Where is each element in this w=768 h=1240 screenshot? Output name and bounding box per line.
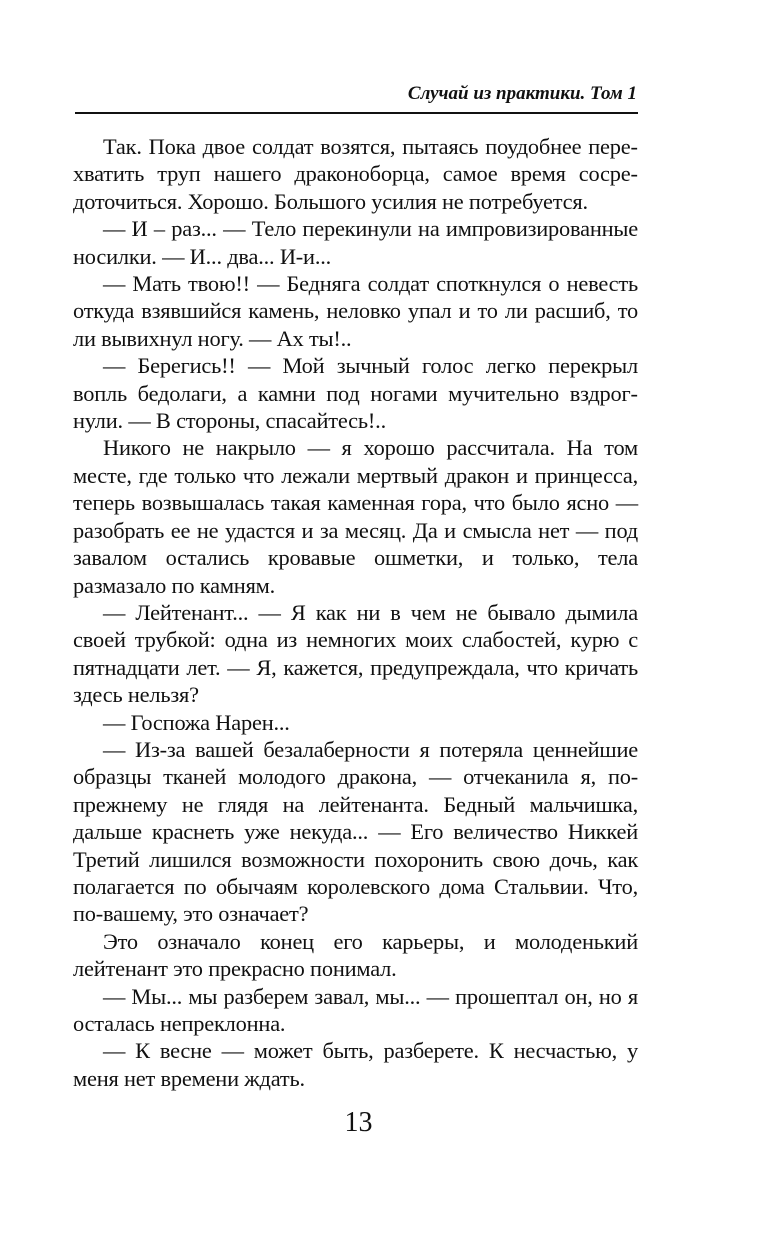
- paragraph: — Из-за вашей безалаберности я потеряла ценнейшие образцы тканей молодого дракона, — отчеканила я, по-прежнему не глядя на лейтенанта. Бедный мальчишка, дальше краснеть уже некуда... — Его величество Никкей Третий лишился возможности похоронить свою дочь, как полагается по обычаям королевского дома Стальвии. Что, по-вашему, это означает?: [73, 736, 638, 927]
- header-divider: [75, 112, 638, 114]
- page-number: 13: [344, 1107, 373, 1138]
- paragraph: Так. Пока двое солдат возятся, пытаясь поудобнее перехватить труп нашего драконоборца, самое время сосредоточиться. Хорошо. Большого усилия не потребуется.: [73, 134, 638, 214]
- paragraph: — Госпожа Нарен...: [103, 709, 290, 735]
- running-header-title: Случай из практики. Том 1: [407, 83, 637, 104]
- paragraph: — И – раз... — Тело перекинули на импровизированные носилки. — И... два... И-и...: [73, 216, 638, 269]
- paragraph: Никого не накрыло — я хорошо рассчитала. На том месте, где только что лежали мертвый дракон и принцесса, теперь возвышалась такая каменная гора, что было ясно — разобрать ее не удастся и за месяц. Да и смысла нет — под завалом остались кровавые ошметки, и только, тела размазало по камням.: [73, 435, 638, 598]
- paragraph: — Берегись!! — Мой зычный голос легко перекрыл вопль бедолаги, а камни под ногами мучительно вздрогнули. — В стороны, спасайтесь!..: [73, 353, 638, 434]
- paragraph: Это означало конец его карьеры, и молоденький лейтенант это прекрасно понимал.: [73, 928, 638, 982]
- paragraph: — Мы... мы разберем завал, мы... — прошептал он, но я осталась непреклонна.: [73, 983, 638, 1036]
- paragraph: — Мать твою!! — Бедняга солдат споткнулся о невесть откуда взявшийся камень, неловко упал и то ли расшиб, то ли вывихнул ногу. — Ах ты!..: [73, 271, 638, 351]
- paragraph: — Лейтенант... — Я как ни в чем не бывало дымила своей трубкой: одна из немногих моих слабостей, курю с пятнадцати лет. — Я, кажется, предупреждала, что кричать здесь нельзя?: [73, 599, 638, 708]
- page-body-text: [73, 133, 638, 1092]
- paragraph: — К весне — может быть, разберете. К несчастью, у меня нет времени ждать.: [73, 1038, 638, 1091]
